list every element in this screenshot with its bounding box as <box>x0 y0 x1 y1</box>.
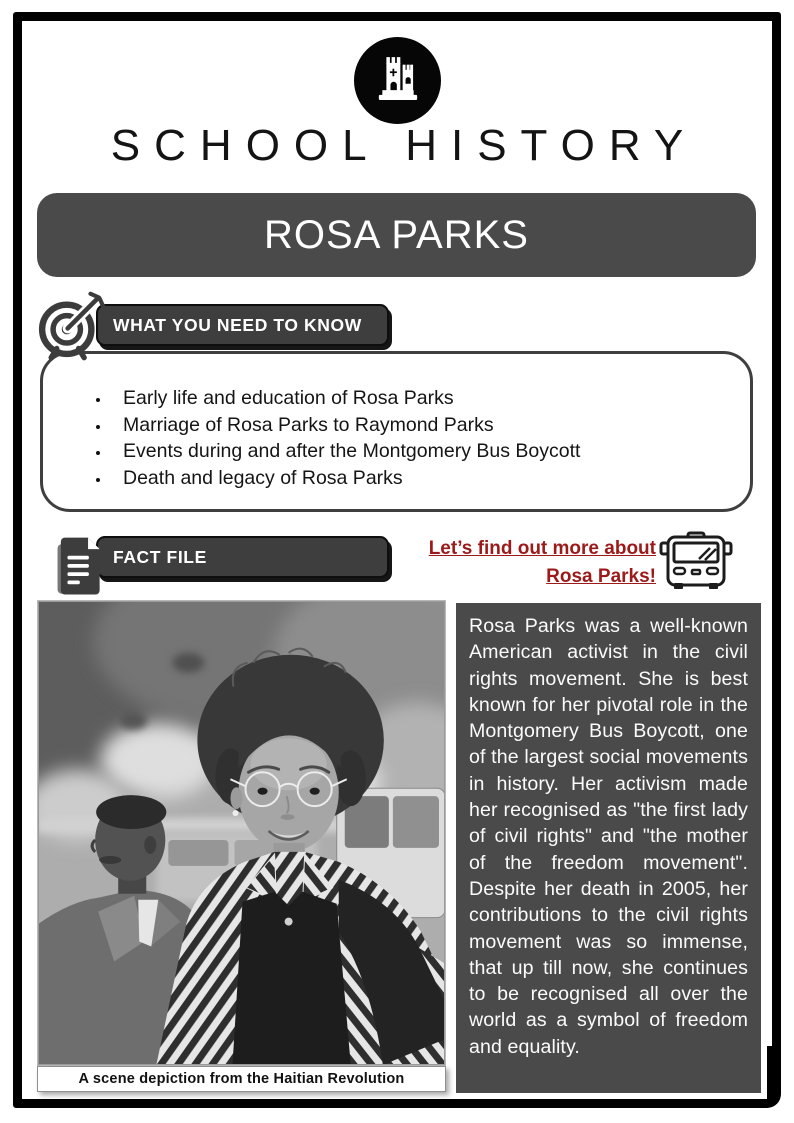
find-out-more-link[interactable] <box>370 535 656 590</box>
list-item: • Death and legacy of Rosa Parks <box>111 465 750 492</box>
photo-caption: A scene depiction from the Haitian Revolution <box>37 1066 446 1092</box>
bus-icon <box>659 531 733 591</box>
castle-icon <box>369 49 427 112</box>
need-to-know-banner <box>96 304 389 346</box>
fact-file-banner <box>96 536 389 578</box>
target-dart-icon <box>33 291 106 364</box>
rosa-parks-photo-figure <box>37 600 446 1092</box>
fact-file-text: Rosa Parks was a well-known American activist in the civil rights movement. She is best known for her pivotal role in the Montgomery Bus Boycott, one of the largest social movements in history. Her activism made her recognised as "the first lady of civil rights" and "the mother of the freedom movement". Despite her death in 2005, her contributions to the civil rights movement was so immense, that up till now, she continues to be recognised all over the world as a symbol of freedom and equality. <box>469 615 748 1058</box>
fact-file-text-box <box>456 603 761 1093</box>
fact-file-heading: FACT FILE <box>113 546 207 567</box>
need-to-know-box <box>40 351 753 512</box>
brand-name: SCHOOL HISTORY <box>110 121 698 170</box>
list-item: • Early life and education of Rosa Parks <box>111 385 750 412</box>
find-out-more-line1[interactable]: Let’s find out more about <box>428 538 656 559</box>
list-item: • Marriage of Rosa Parks to Raymond Parks <box>111 412 750 439</box>
rosa-parks-photo <box>37 600 446 1066</box>
need-to-know-list <box>43 385 750 491</box>
find-out-more-line2[interactable]: Rosa Parks! <box>546 565 656 587</box>
school-history-logo <box>354 37 441 124</box>
page-title: ROSA PARKS <box>37 193 756 277</box>
need-to-know-heading: WHAT YOU NEED TO KNOW <box>113 314 362 335</box>
list-item: • Events during and after the Montgomery Bus Boycott <box>111 438 750 465</box>
fact-file-document-icon <box>47 531 111 597</box>
